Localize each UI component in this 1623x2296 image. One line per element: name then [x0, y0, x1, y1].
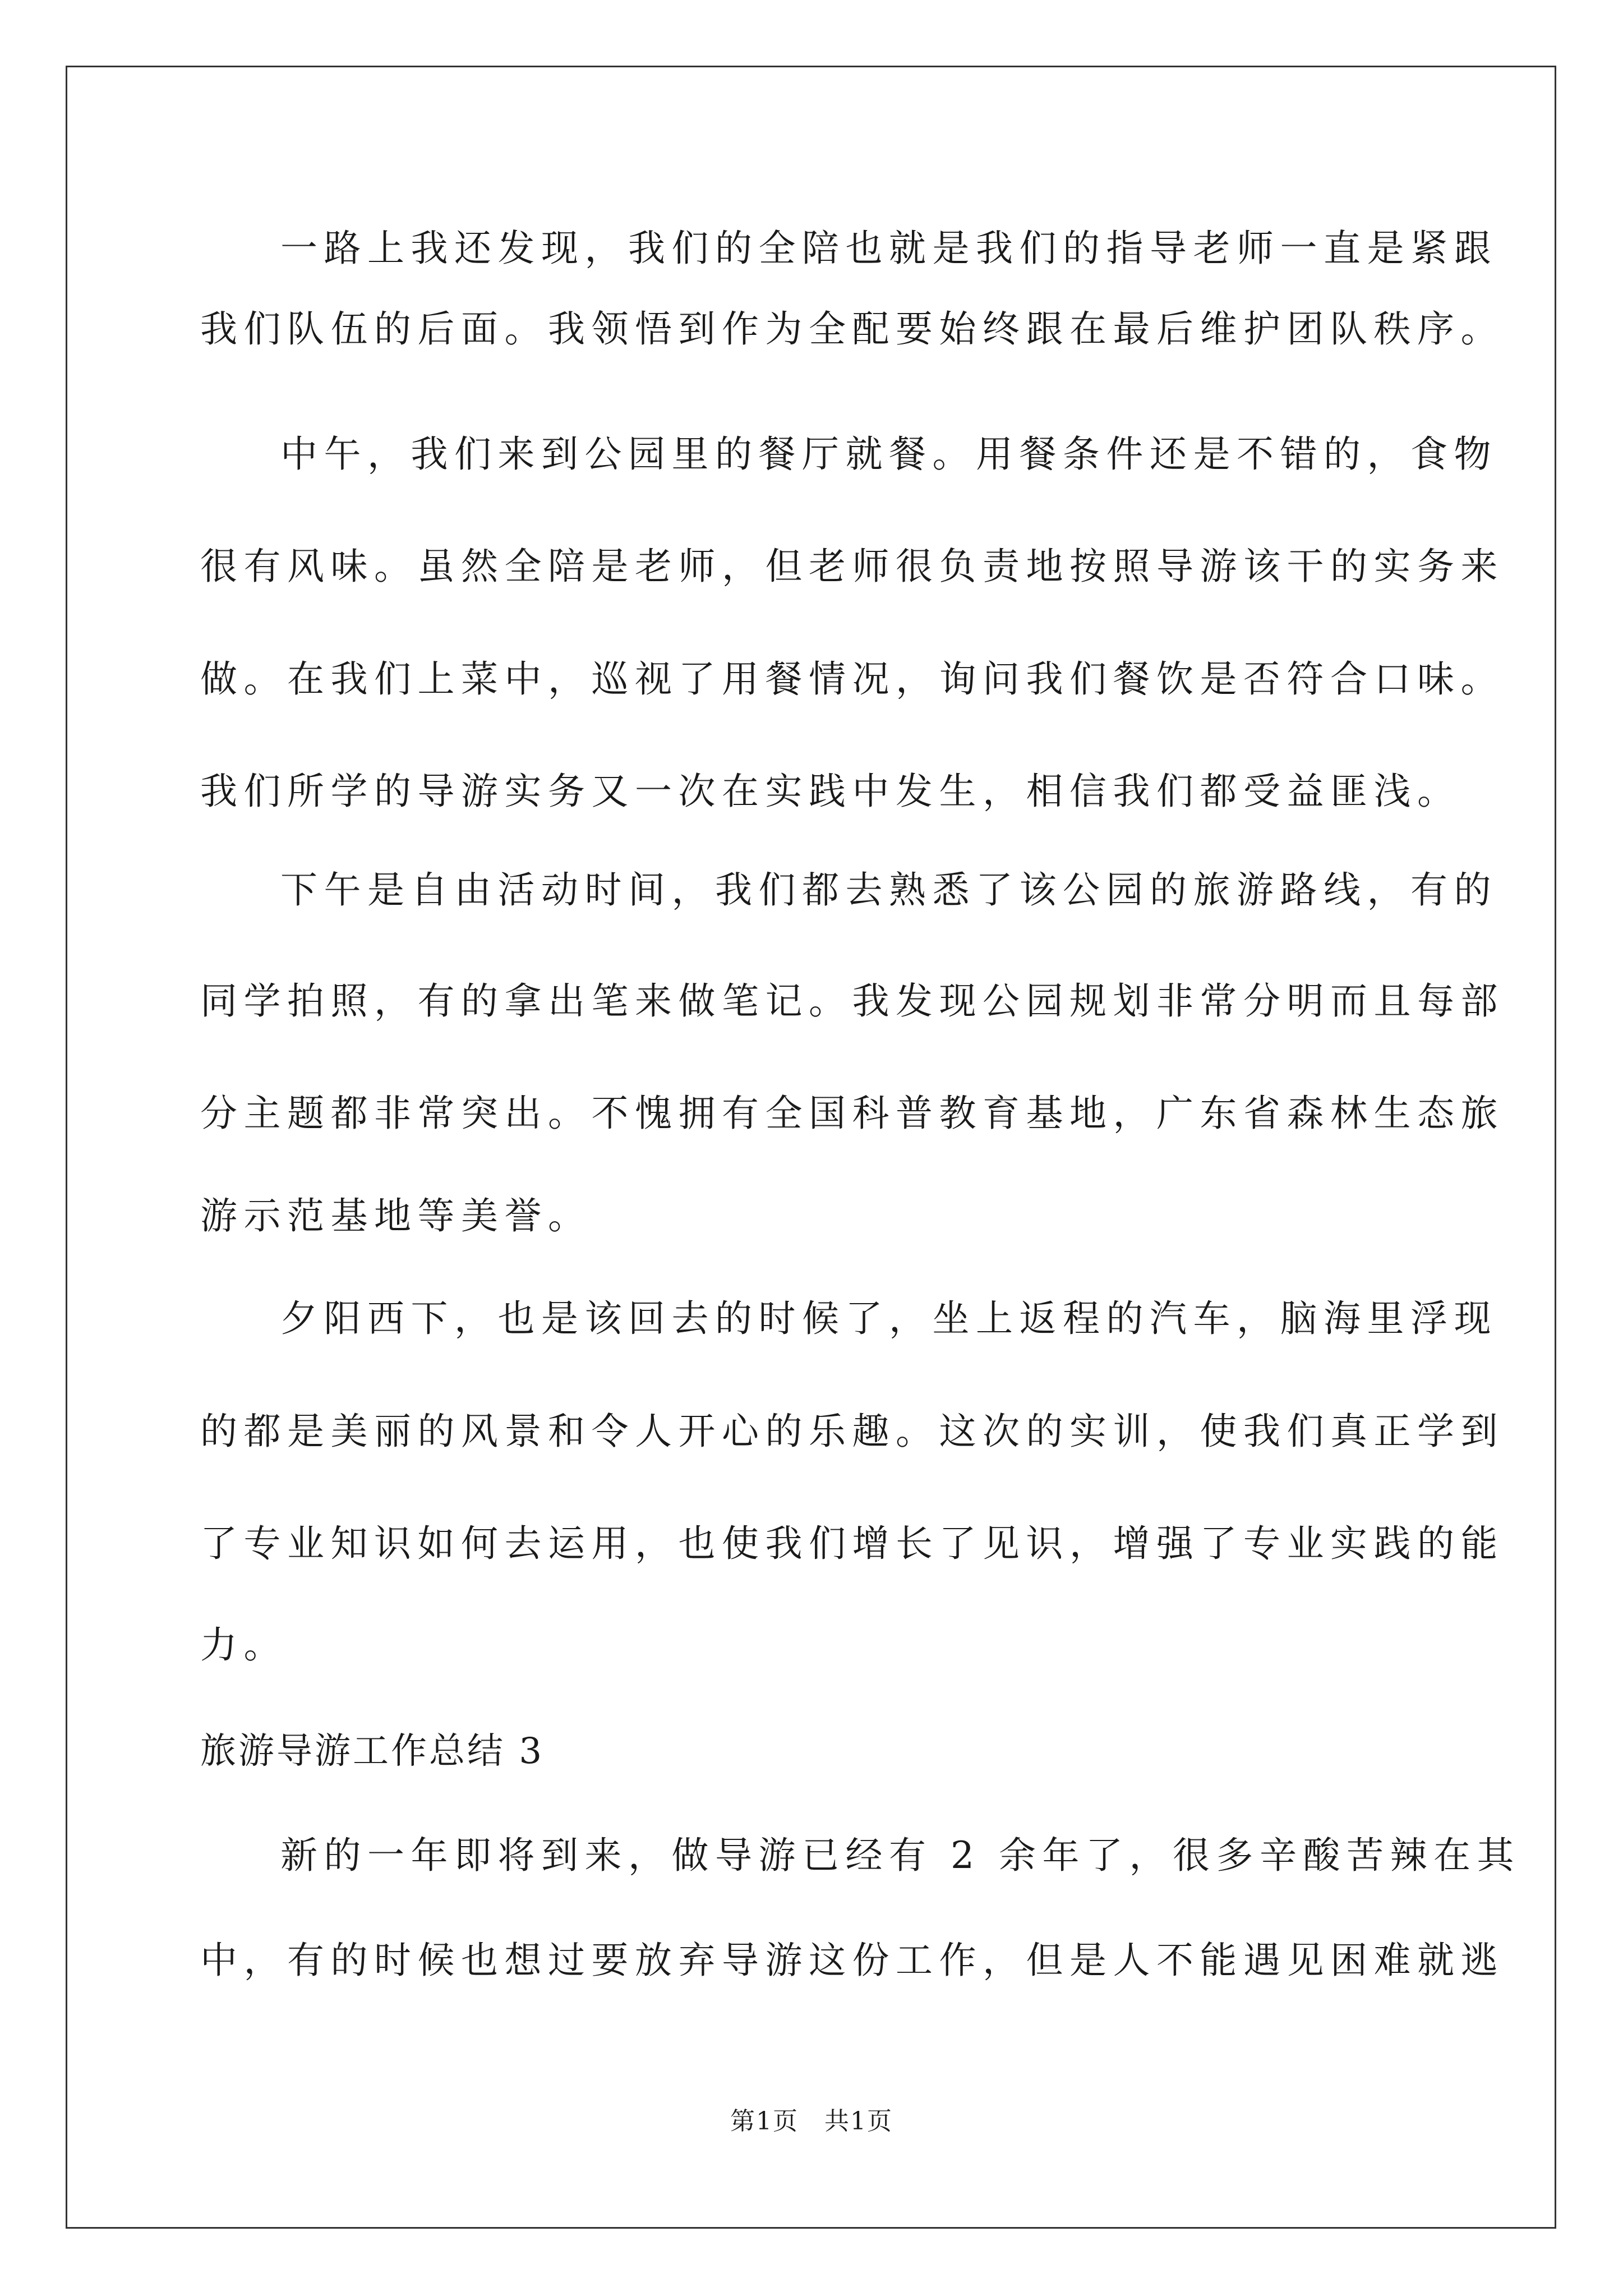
page-footer: 第1页 共1页 — [730, 2107, 893, 2136]
paragraph-1-line-2: 我们队伍的后面。我领悟到作为全配要始终跟在最后维护团队秩序。 — [200, 307, 1504, 351]
paragraph-2-line-4: 我们所学的导游实务又一次在实践中发生，相信我们都受益匪浅。 — [200, 770, 1461, 813]
paragraph-3-line-4: 游示范基地等美誉。 — [200, 1194, 592, 1237]
paragraph-4-line-4: 力。 — [200, 1623, 287, 1667]
paragraph-3-line-2: 同学拍照，有的拿出笔来做笔记。我发现公园规划非常分明而且每部 — [200, 979, 1504, 1023]
paragraph-2-line-2: 很有风味。虽然全陪是老师，但老师很负责地按照导游该干的实务来 — [200, 545, 1504, 588]
page-border — [66, 66, 1556, 2229]
paragraph-4-line-2: 的都是美丽的风景和令人开心的乐趣。这次的实训，使我们真正学到 — [200, 1410, 1504, 1453]
section-title: 旅游导游工作总结 3 — [200, 1731, 545, 1772]
paragraph-4-line-3: 了专业知识如何去运用，也使我们增长了见识，增强了专业实践的能 — [200, 1522, 1504, 1565]
paragraph-5-line-1: 新的一年即将到来，做导游已经有 2 余年了，很多辛酸苦辣在其 — [280, 1834, 1520, 1877]
paragraph-1-line-1: 一路上我还发现，我们的全陪也就是我们的指导老师一直是紧跟 — [280, 227, 1497, 270]
paragraph-2-line-1: 中午，我们来到公园里的餐厅就餐。用餐条件还是不错的，食物 — [280, 432, 1497, 476]
paragraph-4-line-1: 夕阳西下，也是该回去的时候了，坐上返程的汽车，脑海里浮现 — [280, 1297, 1497, 1340]
paragraph-2-line-3: 做。在我们上菜中，巡视了用餐情况，询问我们餐饮是否符合口味。 — [200, 657, 1504, 701]
paragraph-3-line-1: 下午是自由活动时间，我们都去熟悉了该公园的旅游路线，有的 — [280, 868, 1497, 912]
paragraph-5-line-2: 中，有的时候也想过要放弃导游这份工作，但是人不能遇见困难就逃 — [200, 1939, 1504, 1982]
paragraph-3-line-3: 分主题都非常突出。不愧拥有全国科普教育基地，广东省森林生态旅 — [200, 1092, 1504, 1135]
